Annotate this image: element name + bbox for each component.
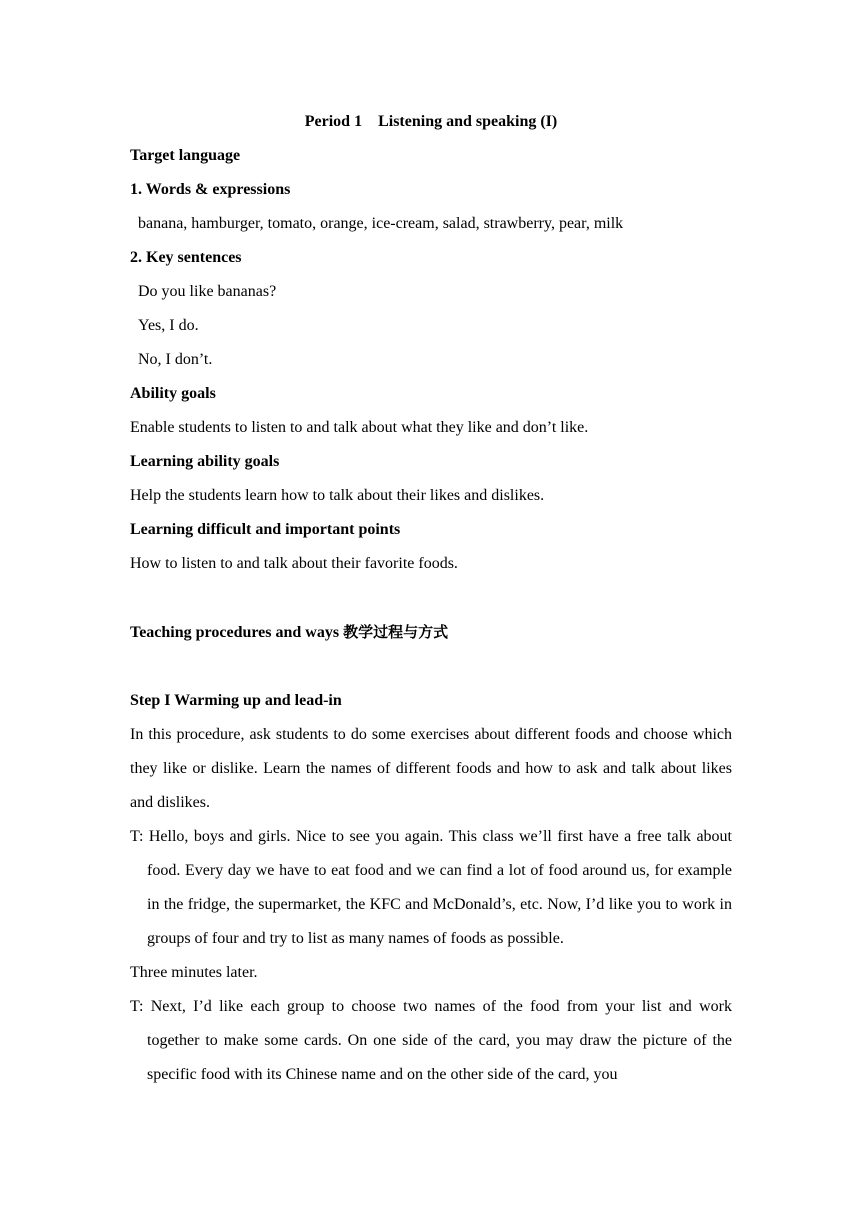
procedures-heading bbox=[130, 615, 732, 650]
document-page bbox=[130, 105, 732, 1092]
key-sentence: Do you like bananas? bbox=[138, 283, 277, 300]
step1-note: Three minutes later. bbox=[130, 964, 258, 981]
target-language-heading: Target language bbox=[130, 147, 241, 164]
step1-heading: Step I Warming up and lead-in bbox=[130, 692, 342, 709]
teacher-dialogue: T: Next, I’d like each group to choose two names of the food from your list and work together to make some cards. On one side of the card, you may draw the picture of the specific food with its Chinese name and on the other side of the card, you bbox=[130, 998, 732, 1083]
spacer bbox=[130, 650, 732, 684]
step1-intro: In this procedure, ask students to do some exercises about different foods and choose which they like or dislike. Learn the names of different foods and how to ask and talk about likes and dislikes. bbox=[130, 726, 732, 811]
ability-goals-heading: Ability goals bbox=[130, 385, 216, 402]
learning-ability-goals-text: Help the students learn how to talk about their likes and dislikes. bbox=[130, 487, 545, 504]
words-heading: 1. Words & expressions bbox=[130, 181, 291, 198]
procedures-heading-en: Teaching procedures and ways bbox=[130, 624, 344, 641]
key-sentence: No, I don’t. bbox=[138, 351, 213, 368]
ability-goals-text: Enable students to listen to and talk about what they like and don’t like. bbox=[130, 419, 589, 436]
key-sentence: Yes, I do. bbox=[138, 317, 199, 334]
spacer bbox=[130, 581, 732, 615]
sentences-heading: 2. Key sentences bbox=[130, 249, 242, 266]
difficult-points-heading: Learning difficult and important points bbox=[130, 521, 401, 538]
difficult-points-text: How to listen to and talk about their favorite foods. bbox=[130, 555, 458, 572]
words-list: banana, hamburger, tomato, orange, ice-cream, salad, strawberry, pear, milk bbox=[138, 215, 624, 232]
page-title: Period 1 Listening and speaking (I) bbox=[304, 113, 558, 130]
teacher-dialogue: T: Hello, boys and girls. Nice to see you again. This class we’ll first have a free talk about food. Every day we have to eat food and we can find a lot of food around us, for example in the fridge, the supermarket, the KFC and McDonald’s, etc. Now, I’d like you to work in groups of four and try to list as many names of foods as possible. bbox=[130, 828, 732, 947]
procedures-heading-cn: 教学过程与方式 bbox=[343, 623, 449, 641]
learning-ability-goals-heading: Learning ability goals bbox=[130, 453, 280, 470]
